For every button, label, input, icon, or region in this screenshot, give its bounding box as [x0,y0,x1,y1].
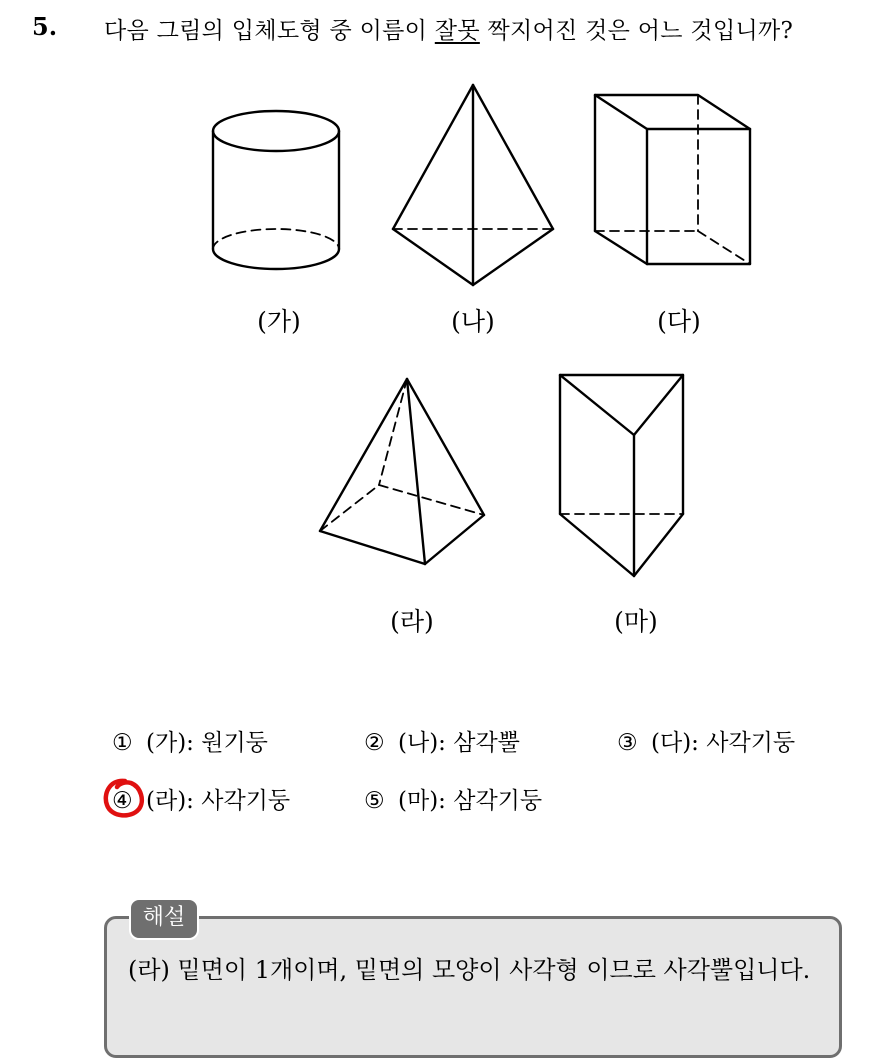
choice-number: ② [364,730,385,756]
explanation-text: (라) 밑면이 1개이며, 밑면의 모양이 사각형 이므로 사각뿔입니다. [128,956,811,984]
triangular-pyramid-icon [388,82,558,292]
question-text-after: 짝지어진 것은 어느 것입니까? [479,18,794,44]
question-text [104,12,793,45]
figure-label-ra: (라) [390,607,434,636]
choice-number: ① [112,730,133,756]
figure-label-na: (나) [451,307,495,336]
choice-number: ③ [617,730,638,756]
cylinder-icon [205,104,345,279]
choice-text: (나): 삼각뿔 [398,730,520,756]
figure-label-ma: (마) [614,607,658,636]
choice-number: ④ [112,788,133,814]
answer-mark-icon [101,775,145,819]
triangular-prism-icon [556,372,688,582]
rectangular-prism-icon [590,92,755,268]
choice-3[interactable] [617,724,795,757]
explanation-tag: 해설 [129,898,199,940]
choice-2[interactable] [364,724,520,757]
figure-label-da: (다) [657,307,701,336]
choice-1[interactable] [112,724,268,757]
question-text-before: 다음 그림의 입체도형 중 이름이 [104,18,435,44]
choice-text: (다): 사각기둥 [651,730,796,756]
question-number: 5. [32,12,58,41]
figure-label-ga: (가) [257,307,301,336]
question-text-underlined: 잘못 [434,18,480,44]
choice-text: (마): 삼각기둥 [398,788,543,814]
choice-text: (라): 사각기둥 [146,788,291,814]
choice-text: (가): 원기둥 [146,730,268,756]
choice-number: ⑤ [364,788,385,814]
square-pyramid-icon [315,376,490,571]
choice-5[interactable] [364,782,542,815]
